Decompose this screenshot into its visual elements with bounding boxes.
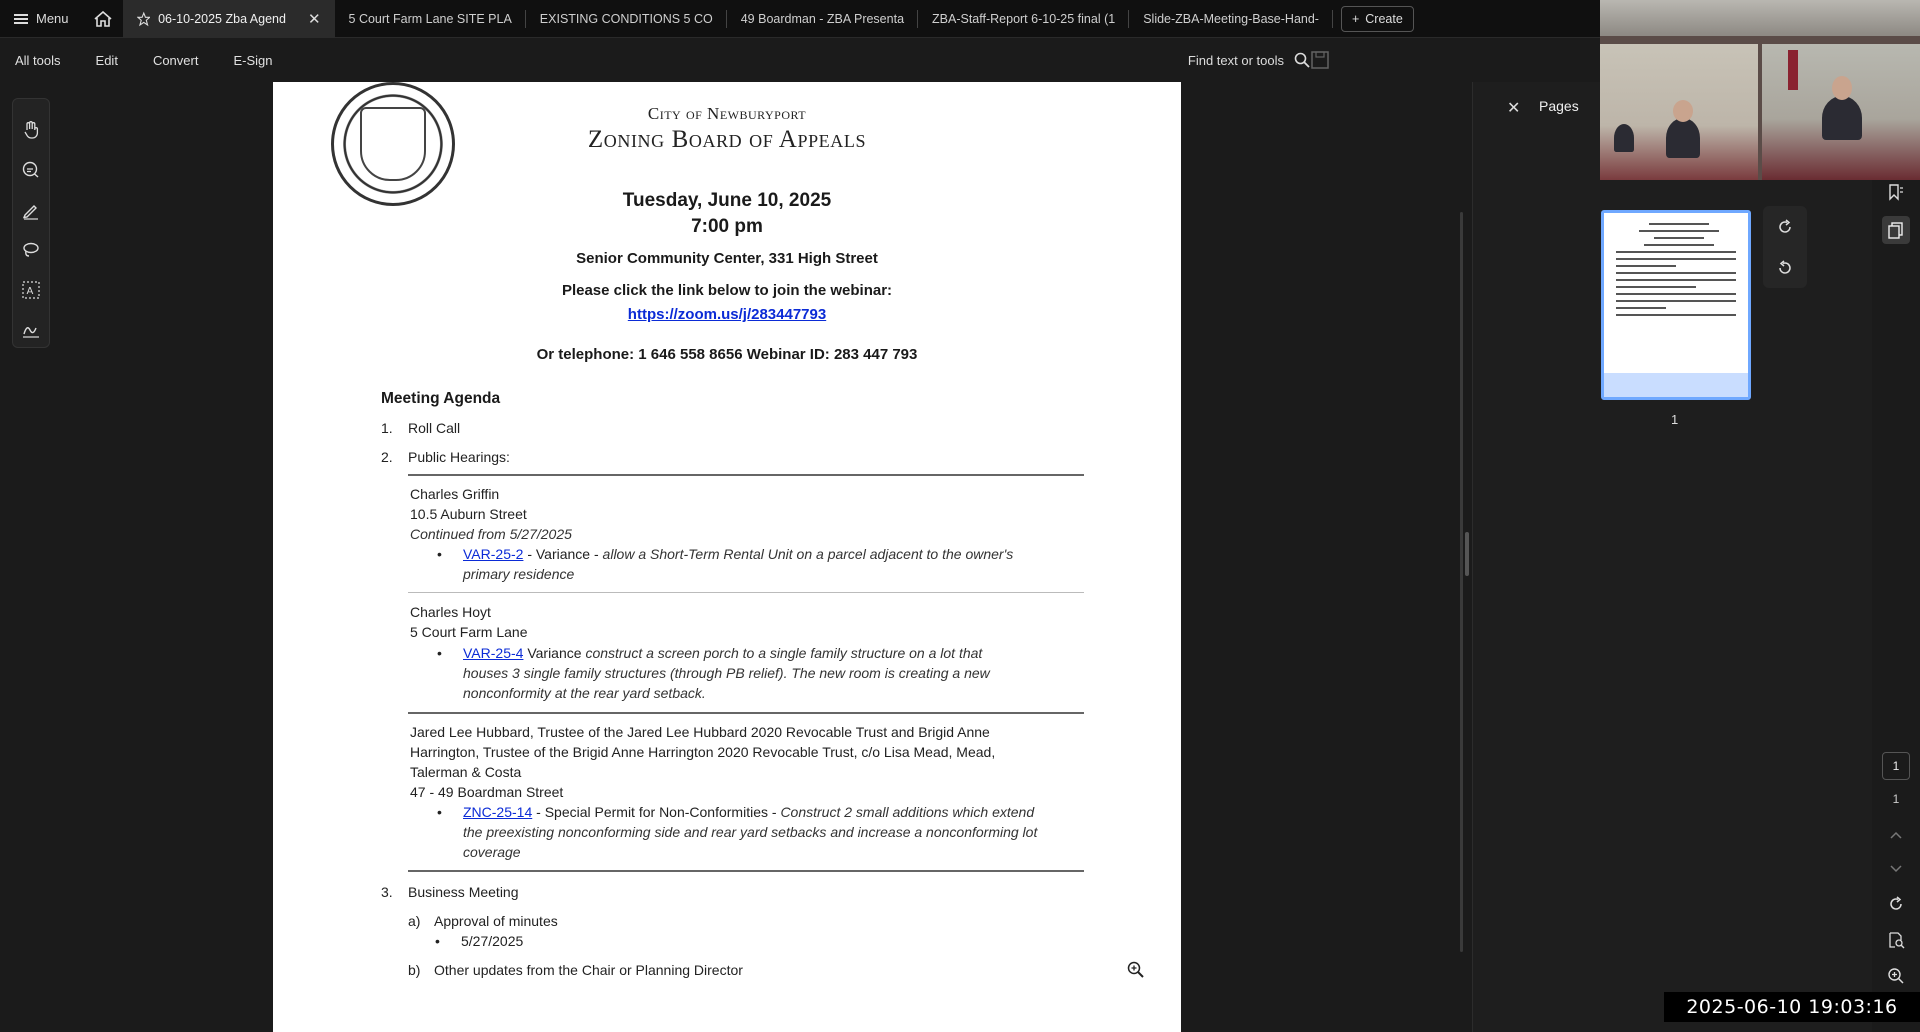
chevron-up-icon <box>1889 829 1903 843</box>
comment-tool-button[interactable] <box>16 155 46 185</box>
pen-icon <box>21 200 41 220</box>
thumbnail-page-number: 1 <box>1671 412 1679 427</box>
agenda-title: Meeting Agenda <box>381 390 501 407</box>
applicant-address: 10.5 Auburn Street <box>410 506 527 522</box>
board-name: Zoning Board of Appeals <box>587 126 867 153</box>
convert-button[interactable]: Convert <box>152 52 199 68</box>
previous-page-button[interactable] <box>1882 822 1910 850</box>
document-canvas[interactable] <box>0 82 1472 1032</box>
plus-icon: + <box>1351 11 1360 26</box>
meeting-date: Tuesday, June 10, 2025 <box>622 190 832 211</box>
svg-text:A: A <box>26 286 34 297</box>
tab-bar <box>0 0 1600 38</box>
page-search-icon <box>1887 931 1905 949</box>
find-label: Find text or tools <box>1187 52 1284 68</box>
close-tab-icon[interactable]: ✕ <box>307 10 321 28</box>
tab-label: Slide-ZBA-Meeting-Base-Hand- <box>1143 11 1319 26</box>
signature-icon <box>21 320 41 340</box>
all-tools-button[interactable]: All tools <box>15 52 61 68</box>
pdf-page <box>273 82 1181 1032</box>
highlight-tool-button[interactable] <box>16 195 46 225</box>
menu-label: Menu <box>36 11 69 26</box>
sub-label: a) <box>408 913 421 929</box>
tab-court-farm-site-plan[interactable] <box>335 0 526 38</box>
divider <box>408 870 1084 872</box>
video-tile-speaker <box>1762 44 1920 180</box>
case-link[interactable]: ZNC-25-14 <box>463 804 533 820</box>
case-link[interactable]: VAR-25-4 <box>463 645 524 661</box>
tab-label: 5 Court Farm Lane SITE PLA <box>348 11 512 26</box>
minutes-date: • 5/27/2025 <box>461 933 523 949</box>
item-number: 1. <box>381 420 393 436</box>
create-label: Create <box>1365 11 1403 26</box>
hearing-detail: • ZNC-25-14 - Special Permit for Non-Conformities - Construct 2 small additions which extend <box>463 804 1034 820</box>
approval-minutes: Approval of minutes <box>434 913 558 929</box>
applicant-address: 47 - 49 Boardman Street <box>410 784 564 800</box>
find-tools-button[interactable] <box>1188 38 1310 82</box>
total-pages: 1 <box>1892 792 1900 806</box>
applicant-name: Charles Griffin <box>410 486 500 502</box>
video-tile-room <box>1600 44 1758 180</box>
business-meeting: Business Meeting <box>408 884 519 900</box>
edit-button[interactable]: Edit <box>95 52 118 68</box>
sub-label: b) <box>408 962 421 978</box>
continued-note: Continued from 5/27/2025 <box>410 526 572 542</box>
hearing-detail-cont: the preexisting nonconforming side and rear yard setbacks and increase a nonconforming lot <box>463 824 1038 840</box>
text-select-tool-button[interactable] <box>16 275 46 305</box>
zoom-cursor-icon <box>1127 961 1145 979</box>
hearing-detail: • VAR-25-4 Variance construct a screen porch to a single family structure on a lot that <box>463 645 982 661</box>
tab-staff-report[interactable] <box>918 0 1129 38</box>
search-icon <box>1294 52 1310 68</box>
vertical-scrollbar[interactable] <box>1460 212 1463 952</box>
hearing-detail-cont: primary residence <box>463 566 575 582</box>
city-name: City of Newburyport <box>647 104 807 123</box>
applicant-name-cont: Talerman & Costa <box>410 764 522 780</box>
close-panel-icon[interactable]: ✕ <box>1507 100 1521 117</box>
next-page-button[interactable] <box>1882 854 1910 882</box>
hearing-detail-cont: houses 3 single family structures (through PB relief). The new room is creating a new <box>463 665 990 681</box>
hearing-detail-cont: nonconformity at the rear yard setback. <box>463 685 706 701</box>
recording-timestamp: 2025-06-10 19:03:16 <box>1664 992 1920 1022</box>
bookmarks-button[interactable] <box>1882 178 1910 206</box>
applicant-name: Jared Lee Hubbard, Trustee of the Jared Lee Hubbard 2020 Revocable Trust and Brigid Anne <box>410 724 990 740</box>
hamburger-icon <box>14 14 28 24</box>
hand-icon <box>21 120 41 140</box>
text-box-icon <box>21 280 41 300</box>
phone-info: Or telephone: 1 646 558 8656 Webinar ID: 283 447 793 <box>536 346 918 363</box>
tab-existing-conditions[interactable] <box>526 0 727 38</box>
tab-boardman-presentation[interactable] <box>727 0 918 38</box>
save-icon[interactable] <box>1310 50 1330 70</box>
pages-panel <box>1472 82 1872 1032</box>
lasso-icon <box>21 240 41 260</box>
tab-slide-handout[interactable] <box>1129 0 1333 38</box>
hearing-detail-cont: coverage <box>463 844 521 860</box>
tab-zba-agenda[interactable] <box>123 0 335 38</box>
page-search-button[interactable] <box>1882 926 1910 954</box>
star-icon[interactable] <box>137 11 151 27</box>
refresh-icon <box>1887 895 1905 913</box>
tab-label: 49 Boardman - ZBA Presenta <box>740 11 905 26</box>
bookmark-icon <box>1887 183 1905 201</box>
left-tool-rail <box>12 98 50 348</box>
toolbar <box>0 38 1600 82</box>
divider <box>408 592 1084 593</box>
video-feed <box>1600 0 1920 180</box>
create-button[interactable] <box>1341 6 1414 32</box>
rotate-clockwise-icon[interactable] <box>1776 218 1794 236</box>
refresh-button[interactable] <box>1882 890 1910 918</box>
flag <box>1788 50 1798 90</box>
tab-label: ZBA-Staff-Report 6-10-25 final (1 <box>932 11 1116 26</box>
chevron-down-icon <box>1889 861 1903 875</box>
zoom-link[interactable]: https://zoom.us/j/283447793 <box>627 306 827 323</box>
meeting-venue: Senior Community Center, 331 High Street <box>576 250 878 267</box>
hearing-detail: • VAR-25-2 - Variance - allow a Short-Term Rental Unit on a parcel adjacent to the owner's <box>463 546 1013 562</box>
tab-label: EXISTING CONDITIONS 5 CO <box>539 11 713 26</box>
divider <box>408 474 1084 476</box>
pages-icon <box>1887 221 1905 239</box>
webinar-prompt: Please click the link below to join the webinar: <box>561 282 893 299</box>
zoom-in-button[interactable] <box>1882 962 1910 990</box>
comment-icon <box>21 160 41 180</box>
esign-button[interactable]: E-Sign <box>233 52 273 68</box>
applicant-name: Charles Hoyt <box>410 604 491 620</box>
item-number: 2. <box>381 449 393 465</box>
tab-label: 06-10-2025 Zba Agend <box>158 11 286 26</box>
right-rail <box>1872 82 1920 1032</box>
pages-button[interactable] <box>1882 216 1910 244</box>
panel-resize-handle[interactable] <box>1465 532 1469 576</box>
pages-panel-title: Pages <box>1539 98 1579 114</box>
current-page-field[interactable]: 1 <box>1882 752 1910 780</box>
home-icon <box>94 11 112 27</box>
roll-call: Roll Call <box>408 420 461 436</box>
case-link[interactable]: VAR-25-2 <box>463 546 524 562</box>
rotate-counterclockwise-icon[interactable] <box>1776 259 1794 277</box>
page-thumbnail[interactable] <box>1601 210 1751 400</box>
hand-tool-button[interactable] <box>16 115 46 145</box>
meeting-time: 7:00 pm <box>691 216 763 237</box>
sign-tool-button[interactable] <box>16 315 46 345</box>
home-button[interactable] <box>83 0 123 38</box>
rotate-controls <box>1763 206 1807 288</box>
other-updates: Other updates from the Chair or Planning Director <box>434 962 743 978</box>
applicant-address: 5 Court Farm Lane <box>410 624 528 640</box>
applicant-name-cont: Harrington, Trustee of the Brigid Anne Harrington 2020 Revocable Trust, c/o Lisa Mead, Mead, <box>410 744 996 760</box>
divider <box>408 712 1084 714</box>
menu-button[interactable] <box>0 0 83 38</box>
public-hearings: Public Hearings: <box>408 449 510 465</box>
zoom-in-icon <box>1887 967 1905 985</box>
item-number: 3. <box>381 884 393 900</box>
lasso-tool-button[interactable] <box>16 235 46 265</box>
